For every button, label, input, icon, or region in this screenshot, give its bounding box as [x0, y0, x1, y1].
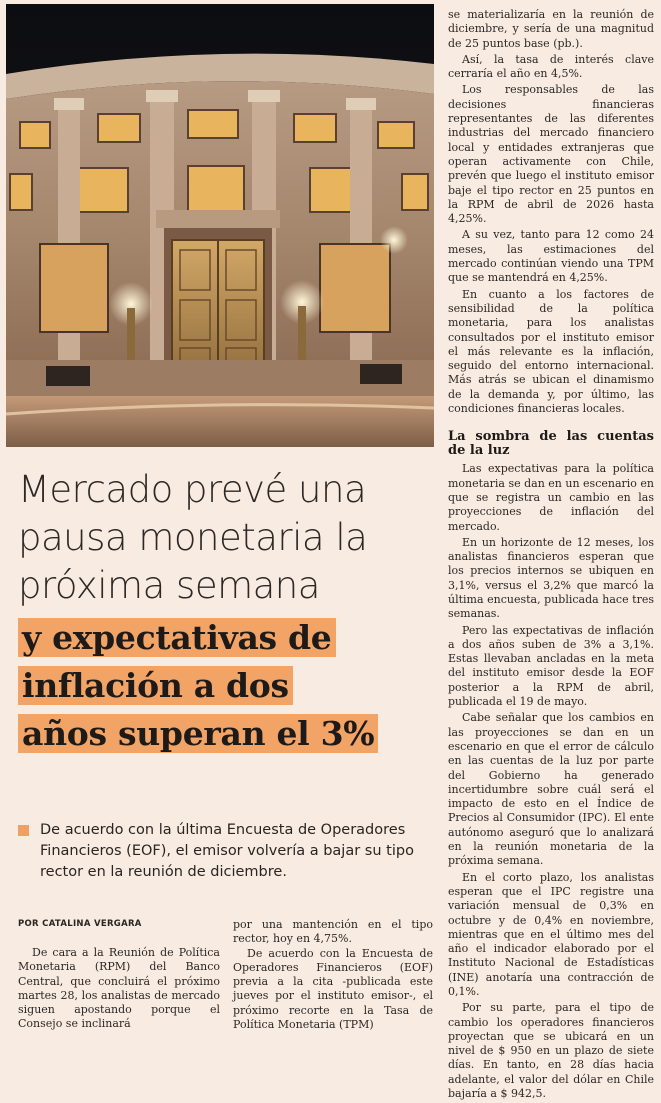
headline-highlight: [18, 614, 448, 758]
body-paragraph: En cuanto a los factores de sensibilidad de la política monetaria, para los analistas consultados por el instituto emisor el más relevante es la inflación, seguido del entorno internacional. Más atrás se ubican el dinamismo de la demanda y, por último, las condiciones financieras locales.: [448, 287, 654, 416]
body-column-1: [18, 946, 220, 1032]
headline-highlight-line: y expectativas de: [18, 618, 336, 657]
headline-highlight-line: años superan el 3%: [18, 714, 378, 753]
body-paragraph: En el corto plazo, los analistas esperan que el IPC registre una variación mensual de 0,3% en octubre y de 0,4% en noviembre, mientras que en el último mes del año el indicador elaborado por el Instituto Nacional de Estadísticas (INE) anotaría una contracción de 0,1%.: [448, 870, 654, 998]
byline: POR CATALINA VERGARA: [18, 919, 142, 929]
body-paragraph: En un horizonte de 12 meses, los analistas financieros esperan que los precios internos se ubiquen en 3,1%, versus el 3,2% que marcó la última encuesta, publicada hace tres semanas.: [448, 535, 654, 621]
body-paragraph: Los responsables de las decisiones financieras representantes de las diferentes industrias del mercado financiero local y entidades extranjeras que operan activamente con Chile, prevén que luego el instituto emisor baje el tipo rector en 25 puntos en la RPM de abril de 2026 hasta 4,25%.: [448, 83, 654, 226]
body-paragraph: De cara a la Reunión de Política Monetaria (RPM) del Banco Central, que concluirá el próximo martes 28, los analistas de mercado siguen apostando porque el Consejo se inclinará: [18, 946, 220, 1031]
headline-highlight-line: inflación a dos: [18, 666, 293, 705]
lead-text: De acuerdo con la última Encuesta de Operadores Financieros (EOF), el emisor volvería a bajar su tipo rector en la reunión de diciembre.: [40, 822, 414, 880]
body-column-2: [233, 918, 433, 1032]
body-paragraph: Las expectativas para la política monetaria se dan en un escenario en que se registra un cambio en las proyecciones de inflación del mercado.: [448, 462, 655, 533]
body-paragraph: Cabe señalar que los cambios en las proyecciones se dan en un escenario en que el error de cálculo en las cuentas de la luz por parte del Gobierno ha generado incertidumbre sobre cuál será el impacto de esto en el Índice de Precios al Consumidor (IPC). El ente autónomo aseguró que lo analizará en la reunión monetaria de la próxima semana.: [448, 711, 654, 868]
headline-main: [18, 466, 438, 610]
headline-line: próxima semana: [18, 564, 320, 607]
body-paragraph: se materializaría en la reunión de diciembre, y sería de una magnitud de 25 puntos base (pb.).: [448, 8, 654, 50]
body-paragraph: Por su parte, para el tipo de cambio los operadores financieros proyectan que se ubicará en un nivel de $ 950 en un plazo de siete días. En tanto, en 28 días hacia adelante, el valor del dólar en Chile bajaría a $ 942,5.: [448, 1001, 654, 1101]
orange-square-bullet-icon: [18, 825, 29, 836]
body-column-3: [448, 8, 654, 1103]
headline-line: pausa monetaria la: [18, 516, 368, 559]
section-subheading: La sombra de las cuentas de la luz: [448, 429, 654, 459]
body-paragraph: Así, la tasa de interés clave cerraría el año en 4,5%.: [448, 52, 654, 81]
body-paragraph: por una mantención en el tipo rector, hoy en 4,75%.: [233, 918, 433, 946]
body-paragraph: A su vez, tanto para 12 como 24 meses, las estimaciones del mercado continúan viendo una TPM que se mantendrá en 4,25%.: [448, 228, 654, 285]
headline-line: Mercado prevé una: [18, 468, 367, 511]
body-paragraph: Pero las expectativas de inflación a dos años suben de 3% a 3,1%. Estas llevaban ancladas en la meta del instituto emisor desde la EOF posterior a la RPM de abril, publicada el 19 de mayo.: [448, 623, 654, 709]
lead-paragraph: [18, 820, 418, 883]
body-paragraph: De acuerdo con la Encuesta de Operadores Financieros (EOF) previa a la cita -publicada este jueves por el instituto emisor-, el próximo recorte en la Tasa de Política Monetaria (TPM): [233, 946, 433, 1032]
central-bank-building-photo: [6, 4, 434, 447]
